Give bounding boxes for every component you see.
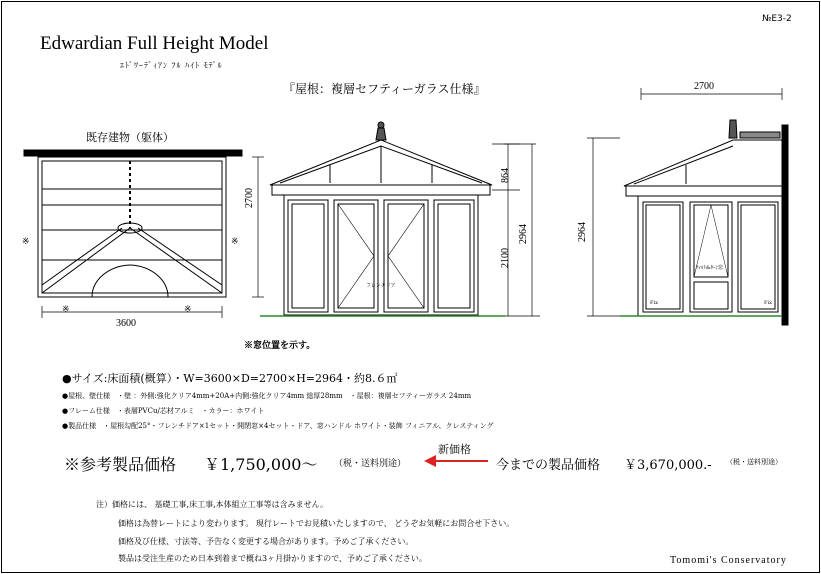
window-mark-right: ※ xyxy=(231,237,239,247)
front-elevation-drawing xyxy=(260,122,540,316)
side-width-dimension: 2700 xyxy=(694,81,714,92)
window-mark-bottom-right: ※ xyxy=(184,305,192,315)
fix-label-left: Fix xyxy=(650,300,658,306)
new-price-label: 新価格 xyxy=(438,443,471,456)
old-price-tax-note: （税・送料別途） xyxy=(726,458,782,466)
plan-width-dimension: 3600 xyxy=(116,318,136,329)
window-mark-bottom-left: ※ xyxy=(62,305,70,315)
price-tax-note: （税・送料別途） xyxy=(334,459,407,469)
footnote-2: 価格は為替レートにより変わります。 現行レートでお見積いたしますので、 どうぞお気軽にお問合せ下さい。 xyxy=(118,519,515,528)
plan-depth-dimension: 2700 xyxy=(244,188,255,208)
old-price-value: ￥3,670,000.- xyxy=(624,458,712,473)
company-name: Tomomi's Conservatory xyxy=(670,555,787,566)
footnote-1: 注）価格には、 基礎工事,床工事,本体組立工事等は含みません。 xyxy=(96,500,329,509)
price-value: ￥1,750,000～ xyxy=(204,455,318,474)
window-mark-left: ※ xyxy=(22,237,30,247)
old-price-label: 今までの製品価格 xyxy=(496,458,601,473)
side-elevation-drawing xyxy=(587,88,788,325)
page-subtitle: ｴﾄﾞﾜｰﾃﾞｨｱﾝ ﾌﾙ ﾊｲﾄ ﾓﾃﾞﾙ xyxy=(120,61,223,70)
spec-frame: ●フレーム仕様 ・表層PVCu/芯材アルミ ・カラー：ホワイト xyxy=(62,407,265,415)
footnote-4: 製品は受注生産のため日本到着まで概ね3ヶ月掛かりますので、予めご了承ください。 xyxy=(118,554,427,563)
front-wall-dimension: 2100 xyxy=(500,248,511,268)
front-roof-dimension: 864 xyxy=(500,168,511,183)
window-position-note: ※窓位置を示す。 xyxy=(244,341,316,351)
front-total-dimension: 2964 xyxy=(518,224,529,244)
tilt-turn-window-label: ﾃｨﾙﾄ&ﾀｰﾝ窓 xyxy=(696,265,723,271)
french-door-label: フレンチドア xyxy=(366,283,396,289)
spec-product: ●製品仕様 ・屋根勾配25°・フレンチドア×1セット・開閉窓×4セット・ドア、窓ハンドル ホワイト・装飾 フィニアル、クレスティング xyxy=(62,422,494,430)
plan-view-label: 既存建物（躯体） xyxy=(86,131,174,144)
roof-spec-heading: 『屋根：複層セフティーガラス仕様』 xyxy=(283,82,486,96)
side-total-dimension: 2964 xyxy=(577,222,588,242)
page-title: Edwardian Full Height Model xyxy=(40,33,269,54)
spec-roof-wall: ●屋根、壁仕様 ・壁 ：外側:強化クリア4mm+20A+内側:強化クリア4mm 総厚28mm ・屋根：複層セフティーガラス 24mm xyxy=(62,392,472,400)
spec-size: ●サイズ:床面積(概算）・W=3600×D=2700×H=2964・約8.６㎡ xyxy=(62,372,398,385)
footnote-3: 価格及び仕様、寸法等、予告なく変更する場合があります。予めご了承ください。 xyxy=(118,537,414,546)
price-label: ※参考製品価格 xyxy=(64,455,177,474)
document-number: №E3-2 xyxy=(762,14,792,24)
fix-label-right: Fix xyxy=(764,300,772,306)
plan-view-drawing xyxy=(24,150,264,318)
